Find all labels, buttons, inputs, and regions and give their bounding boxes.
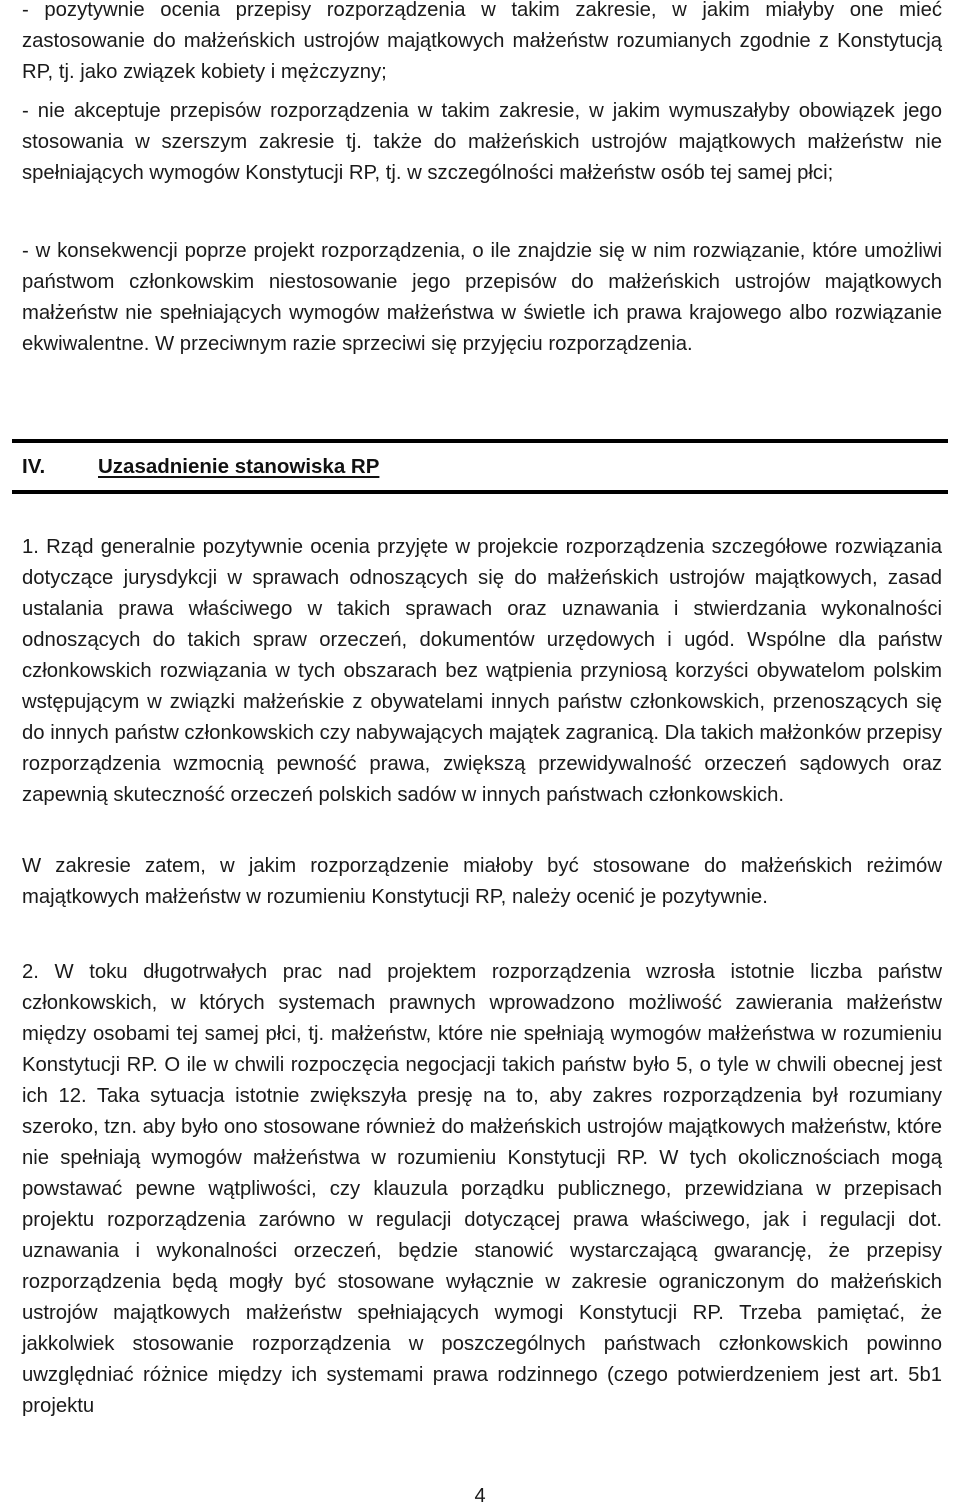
paragraph-point-1: 1. Rząd generalnie pozytywnie ocenia przyjęte w projekcie rozporządzenia szczegółowe rozwiązania dotyczące jurysdykcji w sprawach odnoszących się do małżeńskich ustrojów majątkowych, zasad ustalania prawa właściwego w takich sprawach oraz uznawania i stwierdzania wykonalności odnoszących do takich spraw orzeczeń, dokumentów urzędowych i ugód. Wspólne dla państw członkowskich rozwiązania w tych obszarach bez wątpienia przyniosą korzyści obywatelom polskim wstępującym w związki małżeńskie z obywatelami innych państw członkowskich, przenoszących się do innych państw członkowskich czy nabywających majątek zagranicą. Dla takich małżonków przepisy rozporządzenia wzmocnią pewność prawa, zwiększą przewidywalność orzeczeń sądowych oraz zapewnią skuteczność orzeczeń polskich sadów w innych państwach członkowskich. [22,536,942,806]
paragraph-non-acceptance: - nie akceptuje przepisów rozporządzenia w takim zakresie, w jakim wymuszałyby obowiązek jego stosowania w szerszym zakresie tj. także do małżeńskich ustrojów majątkowych małżeństw nie spełniających wymogów Konstytucji RP, tj. w szczególności małżeństw osób tej samej płci; [22,100,942,184]
paragraph-conclusion: W zakresie zatem, w jakim rozporządzenie miałoby być stosowane do małżeńskich reżimów majątkowych małżeństw w rozumieniu Konstytucji RP, należy ocenić je pozytywnie. [22,855,942,908]
paragraph-positive-assessment: - pozytywnie ocenia przepisy rozporządzenia w takim zakresie, w jakim miałyby one mieć zastosowanie do małżeńskich ustrojów majątkowych małżeństw rozumianych zgodnie z Konstytucją RP, tj. jako związek kobiety i mężczyzny; [22,0,942,83]
page-number: 4 [474,1485,486,1505]
section-divider-bottom [12,490,948,494]
section-heading [22,453,379,481]
section-divider-top [12,439,948,443]
section-number: IV. [22,455,46,478]
paragraph-consequence: - w konsekwencji poprze projekt rozporządzenia, o ile znajdzie się w nim rozwiązanie, które umożliwi państwom członkowskim niestosowanie jego przepisów do małżeńskich ustrojów majątkowych małżeństw nie spełniających wymogów małżeństwa w świetle ich prawa krajowego albo rozwiązanie ekwiwalentne. W przeciwnym razie sprzeciwi się przyjęciu rozporządzenia. [22,240,942,355]
section-title: Uzasadnienie stanowiska RP [98,455,380,478]
paragraph-point-2: 2. W toku długotrwałych prac nad projektem rozporządzenia wzrosła istotnie liczba państw członkowskich, w których systemach prawnych wprowadzono możliwość zawierania małżeństw między osobami tej samej płci, tj. małżeństw, które nie spełniają wymogów małżeństwa w rozumieniu Konstytucji RP. O ile w chwili rozpoczęcia negocjacji takich państw było 5, o tyle w chwili obecnej jest ich 12. Taka sytuacja istotnie zwiększyła presję na to, aby zakres rozporządzenia był rozumiany szeroko, tzn. aby było ono stosowane również do małżeńskich ustrojów majątkowych małżeństw, które nie spełniają wymogów małżeństwa w rozumieniu Konstytucji RP. W tych okolicznościach mogą powstawać pewne wątpliwości, czy klauzula porządku publicznego, przewidziana w przepisach projektu rozporządzenia zarówno w regulacji dotyczącej prawa właściwego, jak i regulacji dot. uznawania i wykonalności orzeczeń, będzie stanowić wystarczającą gwarancję, że przepisy rozporządzenia będą mogły być stosowane wyłącznie w zakresie ograniczonym do małżeńskich ustrojów majątkowych małżeństw spełniających wymogi Konstytucji RP. Trzeba pamiętać, że jakkolwiek stosowanie rozporządzenia w poszczególnych państwach członkowskich powinno uwzględniać różnice między ich systemami prawa rodzinnego (czego potwierdzeniem jest art. 5b1 projektu [22,961,942,1417]
